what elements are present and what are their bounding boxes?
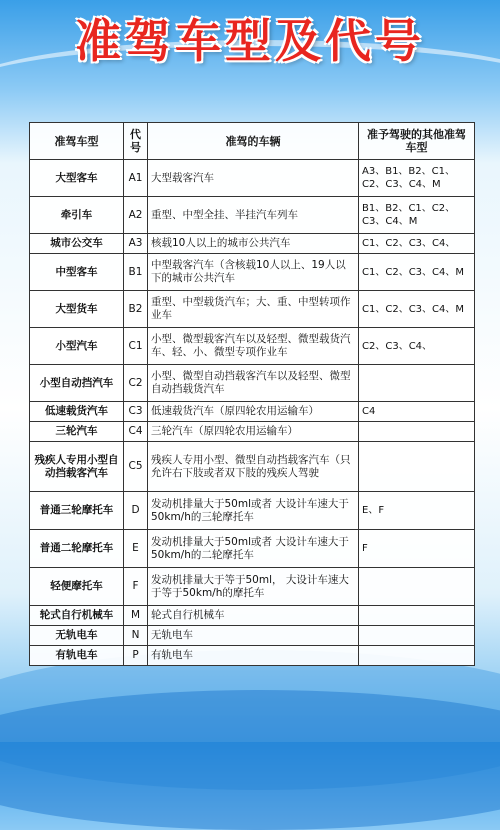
cell-type: 中型客车 — [30, 254, 124, 291]
table-row — [30, 328, 475, 365]
cell-type: 普通三轮摩托车 — [30, 492, 124, 530]
table-row — [30, 626, 475, 646]
table-row — [30, 160, 475, 197]
cell-vehicles: 发动机排量大于50ml或者 大设计车速大于50km/h的二轮摩托车 — [148, 530, 359, 568]
cell-code: P — [124, 646, 148, 666]
cell-vehicles: 小型、微型载客汽车以及轻型、微型载货汽车、轻、小、微型专项作业车 — [148, 328, 359, 365]
table-body — [30, 160, 475, 666]
cell-others: C1、C2、C3、C4、M — [359, 254, 475, 291]
page-title: 准驾车型及代号 — [75, 14, 425, 68]
cell-code: B1 — [124, 254, 148, 291]
cell-code: A3 — [124, 234, 148, 254]
cell-code: A1 — [124, 160, 148, 197]
table-row — [30, 197, 475, 234]
cell-vehicles: 发动机排量大于50ml或者 大设计车速大于50km/h的三轮摩托车 — [148, 492, 359, 530]
cell-others: C4 — [359, 402, 475, 422]
cell-others: A3、B1、B2、C1、C2、C3、C4、M — [359, 160, 475, 197]
table-row — [30, 530, 475, 568]
cell-type: 普通二轮摩托车 — [30, 530, 124, 568]
cell-vehicles: 发动机排量大于等于50ml， 大设计车速大于等于50km/h的摩托车 — [148, 568, 359, 606]
cell-type: 大型货车 — [30, 291, 124, 328]
table-row — [30, 291, 475, 328]
cell-others — [359, 568, 475, 606]
table-row — [30, 442, 475, 492]
cell-others — [359, 646, 475, 666]
cell-vehicles: 无轨电车 — [148, 626, 359, 646]
cell-others — [359, 626, 475, 646]
cell-type: 无轨电车 — [30, 626, 124, 646]
cell-type: 轮式自行机械车 — [30, 606, 124, 626]
cell-others — [359, 606, 475, 626]
cell-code: C4 — [124, 422, 148, 442]
cell-type: 低速载货汽车 — [30, 402, 124, 422]
table-row — [30, 492, 475, 530]
cell-others: B1、B2、C1、C2、C3、C4、M — [359, 197, 475, 234]
cell-code: C2 — [124, 365, 148, 402]
cell-others — [359, 422, 475, 442]
table-row — [30, 646, 475, 666]
cell-vehicles: 轮式自行机械车 — [148, 606, 359, 626]
cell-type: 小型汽车 — [30, 328, 124, 365]
cell-vehicles: 低速载货汽车（原四轮农用运输车） — [148, 402, 359, 422]
cell-type: 有轨电车 — [30, 646, 124, 666]
cell-code: N — [124, 626, 148, 646]
cell-code: C3 — [124, 402, 148, 422]
cell-code: F — [124, 568, 148, 606]
header-vehicles: 准驾的车辆 — [148, 123, 359, 160]
cell-others: C1、C2、C3、C4、 — [359, 234, 475, 254]
header-others: 准予驾驶的其他准驾车型 — [359, 123, 475, 160]
cell-others: E、F — [359, 492, 475, 530]
cell-type: 牵引车 — [30, 197, 124, 234]
cell-type: 三轮汽车 — [30, 422, 124, 442]
cell-vehicles: 大型载客汽车 — [148, 160, 359, 197]
cell-code: C5 — [124, 442, 148, 492]
cell-type: 残疾人专用小型自动挡载客汽车 — [30, 442, 124, 492]
cell-vehicles: 残疾人专用小型、微型自动挡载客汽车（只允许右下肢或者双下肢的残疾人驾驶 — [148, 442, 359, 492]
table-row — [30, 365, 475, 402]
cell-others: F — [359, 530, 475, 568]
header-code: 代号 — [124, 123, 148, 160]
cell-vehicles: 小型、微型自动挡载客汽车以及轻型、微型自动挡载货汽车 — [148, 365, 359, 402]
license-class-table — [29, 122, 475, 666]
cell-others: C1、C2、C3、C4、M — [359, 291, 475, 328]
table-row — [30, 402, 475, 422]
cell-vehicles: 重型、中型载货汽车；大、重、中型转项作业车 — [148, 291, 359, 328]
table-row — [30, 234, 475, 254]
cell-type: 小型自动挡汽车 — [30, 365, 124, 402]
cell-others: C2、C3、C4、 — [359, 328, 475, 365]
cell-vehicles: 重型、中型全挂、半挂汽车列车 — [148, 197, 359, 234]
cell-code: B2 — [124, 291, 148, 328]
table-row — [30, 422, 475, 442]
cell-type: 轻便摩托车 — [30, 568, 124, 606]
table-header-row — [30, 123, 475, 160]
cell-others — [359, 442, 475, 492]
cell-vehicles: 三轮汽车（原四轮农用运输车） — [148, 422, 359, 442]
cell-code: E — [124, 530, 148, 568]
table-row — [30, 254, 475, 291]
table-row — [30, 606, 475, 626]
table-row — [30, 568, 475, 606]
cell-vehicles: 有轨电车 — [148, 646, 359, 666]
cell-code: C1 — [124, 328, 148, 365]
cell-others — [359, 365, 475, 402]
cell-type: 大型客车 — [30, 160, 124, 197]
cell-code: M — [124, 606, 148, 626]
header-type: 准驾车型 — [30, 123, 124, 160]
decorative-wave-bottom-2 — [0, 690, 500, 830]
cell-code: D — [124, 492, 148, 530]
cell-vehicles: 核载10人以上的城市公共汽车 — [148, 234, 359, 254]
cell-vehicles: 中型载客汽车（含核载10人以上、19人以下的城市公共汽车 — [148, 254, 359, 291]
cell-code: A2 — [124, 197, 148, 234]
cell-type: 城市公交车 — [30, 234, 124, 254]
